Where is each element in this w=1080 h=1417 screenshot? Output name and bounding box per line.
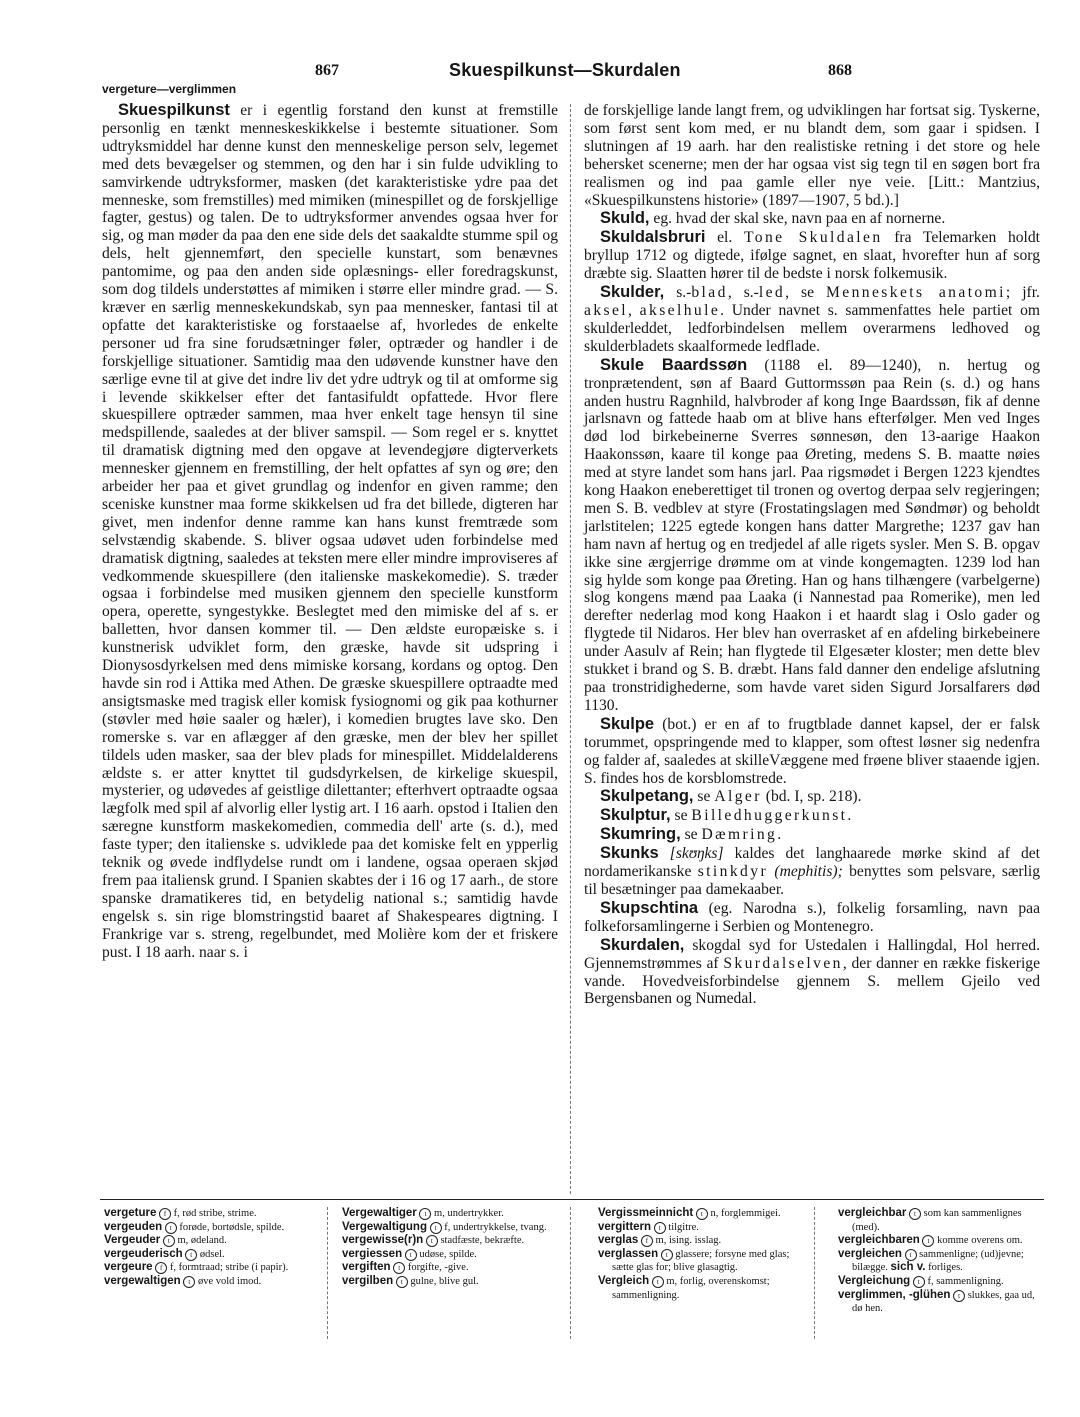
gender-mark-icon: f [159,1208,171,1220]
entry-skupschtina [584,900,1040,936]
glossary-entry [342,1261,560,1275]
glossary-entry [104,1275,316,1289]
glossary-entry [342,1248,560,1262]
pronunciation: [skʊŋks] [669,845,724,863]
glossary-divider [814,1207,815,1339]
entry-text: fra Telemarken holdt bryllup 1712 og digtede, ifølge sagnet, en slaat, hvorefter hun af sorg dræbte sig. Slaatten hører til de bedste i norsk folkemusik. [584,229,1040,283]
glossary-word: vergewisse(r)n [342,1234,424,1247]
glossary-entry [104,1207,316,1221]
gender-mark-icon: t [419,1208,431,1220]
entry-skule-baardssoen [584,357,1040,715]
glossary-definition: m, ising. isslag. [655,1235,722,1247]
glossary-word: vergleichen [838,1247,902,1260]
glossary-word: vergleichbaren [838,1234,920,1247]
entry-text: s.- [676,284,692,302]
gender-mark-icon: t [654,1222,666,1234]
glossary-word: verglimmen, -glühen [838,1288,951,1301]
entry-skuldalsbruri [584,229,1040,283]
page-number-left: 867 [315,62,339,79]
entry-text: skogdal syd for Ustedalen i Hallingdal, Hol herred. Gjennemstrømmes af [584,936,1040,972]
glossary-definition: n, forglemmigei. [710,1208,781,1219]
spaced-reference: stinkdyr [697,863,769,881]
entry-skuespilkunst [102,102,558,962]
glossary-word: Vergissmeinnicht [598,1207,694,1219]
spaced-reference: akselhule [639,301,721,319]
glossary-word: vergilben [342,1274,394,1287]
glossary-definition: stadfæste, bekræfte. [440,1235,525,1247]
glossary-word: vergeuderisch [104,1247,183,1260]
gender-mark-icon: t [909,1208,921,1220]
glossary-word: verglassen [598,1247,659,1260]
entry-text: , [628,301,632,319]
entry-text: (eg. Narodna s.), folkelig forsamling, navn paa folkeforsamlingerne i Serbien og Montenegro. [584,899,1041,935]
entry-text: (1188 el. 89—1240), n. hertug og tronprætendent, søn af Baard Guttormssøn paa Rein (s. d.) og hans anden hustru Ragnhild, halvbroder af kong Inge Baardssøn, fik af denne jarlsnavn og fattede haab om at blive hans efterfølger. Men ved Inges død lod birkebeinerne Sverres sønnesøn, den 13-aarige Haakon Haakonssøn, kaare til konge paa Øreting, medens S. B. maatte nøies med at styre landet som hans jarl. Paa rigsmødet i Bergen 1223 kjendtes kong Haakon eneberettiget til tronen og overtog derpaa selv regjeringen; men S. B. vedblev at styre (Frostatingslagen med Søndmør) og beholdt jarlstitelen; 1225 egtede kongen hans datter Margrethe; 1237 gav han ham navn af hertug og en tredjedel af alle rigets sysler. Men S. B. opgav ikke sine ærgjerrige drømme om at vinde kongemagten. 1239 lod han sig hylde som konge paa Øreting. Han og hans tilhængere (varbelgerne) slog kongens mænd paa Laaka (i Nannestad paa Romerike), men led derefter nederlag mod kong Haakon i et haardt slag i Oslo gader og flygtede til Nidaros. Her blev han overrasket af en afdeling birkebeinere under Aasulv af Rein; han flygtede til Elgesæter kloster; men dette blev stukket i brand og S. B. dræbt. Hans fald danner den endelige afslutning paa tronstridighederne, som havde varet siden Sigurd Jorsalfarers død 1130. [584,356,1041,714]
gender-mark-icon: t [652,1276,664,1288]
page-number-right: 868 [828,62,852,79]
glossary-word: Vergleichung [838,1274,911,1287]
headword: Skumring, [600,825,681,844]
footer-rule [100,1199,1044,1200]
headword: Skulpetang, [600,787,694,806]
glossary-definition: f, undertrykkelse, tvang. [444,1221,547,1233]
glossary-definition: f, formtraad; stribe (i papir). [169,1262,289,1274]
entry-text: eg. hvad der skal ske, navn paa en af nornerne. [653,210,946,228]
glossary-word: Vergleich [598,1274,650,1287]
gender-mark-icon: t [696,1208,708,1220]
glossary-entry [342,1207,560,1221]
glossary-column-2 [342,1207,560,1289]
glossary-definition: forgifte, -give. [407,1262,469,1274]
glossary-column-1 [104,1207,316,1289]
spaced-reference: led [758,284,786,302]
spaced-reference: Menneskets anatomi [825,284,1006,302]
entry-skuld [584,210,1040,228]
right-column [584,102,1040,1008]
gender-mark-icon: t [393,1262,405,1274]
gender-mark-icon: t [165,1222,177,1234]
glossary-definition: forliges. [928,1262,963,1274]
glossary-word: Vergeuder [104,1234,161,1247]
entry-text: se [684,826,698,844]
glossary-entry [598,1207,804,1221]
gender-mark-icon: t [426,1235,438,1247]
entry-text: , der danner en række fiskerige vande. Hovedveisforbindelse gjennem S. mellem Gjeilo ved Bergensbanen og Numedal. [584,954,1040,1008]
glossary-definition: glassere; forsyne med glas; sætte glas for; blive glasagtig. [612,1248,790,1274]
glossary-word: vergiften [342,1261,391,1274]
gender-mark-icon: t [183,1276,195,1288]
entry-skulpetang [584,788,1040,806]
glossary-definition: m, ødeland. [177,1235,227,1247]
left-column [102,102,558,962]
glossary-definition: gulne, blive gul. [410,1275,479,1287]
entry-text: . [777,826,782,844]
glossary-entry [838,1275,1042,1289]
glossary-word: vergeure [104,1261,153,1274]
headword: Skuespilkunst [118,101,230,119]
spaced-reference: Tone Skuldalen [743,229,883,247]
entry-skulptur [584,807,1040,825]
spaced-reference: Dæmring [701,826,778,844]
glossary-word: Vergewaltiger [342,1207,417,1219]
gender-mark-icon: t [396,1276,408,1288]
headword: Skuldalsbruri [600,228,706,247]
glossary-entry [598,1221,804,1235]
entry-text: . [847,807,852,825]
glossary-definition: f, rød stribe, strime. [173,1208,257,1219]
glossary-definition: m, forlig, overenskomst; sammenligning. [612,1275,770,1301]
column-divider [570,104,571,1194]
gender-mark-icon: t [163,1235,175,1247]
glossary-word: vergewaltigen [104,1274,181,1287]
gender-mark-icon: t [405,1249,417,1261]
headword: Skunks [600,844,659,863]
glossary-word: vergittern [598,1220,652,1233]
gender-mark-icon: t [913,1276,925,1288]
glossary-word: vergleichbar [838,1207,907,1219]
glossary-entry [104,1248,316,1262]
gender-mark-icon: t [430,1222,442,1234]
headword: Skurdalen, [600,935,685,954]
spaced-reference: blad [691,284,728,302]
glossary-definition: f, sammenligning. [927,1275,1004,1287]
entry-text: er i egentlig forstand den kunst at fremstille personlig en tænkt menneskeskikkelse i bestemte situationer. Som udtryksmiddel har denne kunst den menneskelige person selv, legemet med dets bevægelser og stemmen, og den har i sin fulde udvikling to samvirkende udtryksformer, masken (det karakteristiske ydre paa det menneske, som fremstilles) med mimiken (minespillet og de forskjellige fagter, gestus) og talen. De to udtryksformer anvendes ogsaa hver for sig, og man møder da paa den ene side dels det saakaldte stumme spil og dels, helt gjennemført, den specielle kunstart, som benævnes pantomime, og paa den anden side oplæsnings- eller foredragskunst, som dog tildels understøttes af mimiken i større eller mindre grad. — S. kræver en særlig menneskekundskab, syn paa mennesker, fantasi til at opfatte det karakteristiske og forstaaelse af, hvorledes de enkelte personer ud fra sine forudsætninger føler, optræder og handler i de forskjellige situationer. Samtidig maa den udøvende kunstner have den særlige evne til at give det indre liv det ydre udtryk og til at omforme sig i levende skikkelser efter det fantasifuldt opfattede. Hvor flere skuespillere optræder sammen, maa hver enkelt tage hensyn til sine medspillende, saaledes at der bliver samspil. — Som regel er s. knyttet til dramatisk digtning med den opgave at levendegjøre digterverkets mennesker gjennem en fremstilling, der helt opfattes af syn og øre; den arbeider her paa et givet grundlag og indenfor en given ramme; den sceniske kunstner maa forme skikkelsen ud fra det billede, digteren har givet, men indenfor denne ramme kan hans kunst fremtræde som selvstændig skabende. S. bliver ogsaa udøvet uden forbindelse med dramatisk digtning, saaledes at teksten mere eller mindre improviseres af vedkommende skuespillere (den italienske maskekomedie). S. træder ogsaa i forbindelse med musiken gjennem den specielle kunstform opera, operette, syngestykke. Beslegtet med den mimiske del af s. er balletten, hvor dansen kommer til. — Den ældste europæiske s. i kunstnerisk udviklet form, den græske, havde sit udspring i Dionysosdyrkelsen med dens mimiske korsang, kordans og optog. Den havde sin rod i Attika med Athen. De græske skuespillere optraadte med ansigtsmaske med tragisk eller komisk fysiognomi og gik paa kothurner (støvler med høie saaler og hæler), i komedien brugtes lave sko. Den romerske s. var en aflægger af den græske, men der blev her spillet tildels uden masker, saa der blev plads for minespillet. Middelalderens ældste s. er atter knyttet til gudsdyrkelsen, de kirkelige skuespil, mysterier, og udøvedes af geistlige dilettanter; efterhvert optraadte ogsaa lægfolk med spil af alvorlig eller lystig art. I 16 aarh. opstod i Italien den særegne kunstform maskekomedien, commedia dell' arte (s. d.), med faste typer; den italienske s. udviklede paa det komiske felt en ypperlig teknik og øvede indflydelse rundt om i landene, ogsaa operaen skjød frem paa italiensk grund. I Spanien skabtes der i 16 og 17 aarh., de store spanske dramatikeres tid, en betydelig national s.; samtidig havde engelsk s. sin rige blomstringstid baaret af Shakespeares digtning. I Frankrige var s. streng, regelbundet, med Molière kom der et friskere pust. I 18 aarh. naar s. i [102,102,558,961]
entry-skurdalen [584,937,1040,1009]
entry-skulpe [584,716,1040,788]
entry-text: se [697,788,711,806]
latin-name: (mephitis); [774,863,843,881]
entry-text: el. [717,229,733,247]
entry-text: , s.- [727,284,759,302]
headword: Skulder, [600,283,665,302]
glossary-entry [838,1289,1042,1316]
entry-text: benyttes som pelsvare, særlig til besætninger paa damekaaber. [584,863,1041,898]
glossary-column-3 [598,1207,804,1302]
glossary-word: vergeture [104,1207,157,1219]
glossary-definition: ødsel. [199,1248,225,1260]
spaced-reference: Skurdalselven [723,954,843,972]
glossary-entry [104,1221,316,1235]
gender-mark-icon: f [155,1262,167,1274]
glossary-definition: udøse, spilde. [419,1248,477,1260]
glossary-definition: komme overens om. [937,1235,1023,1247]
gender-mark-icon: t [953,1290,965,1302]
entry-text: (bd. I, sp. 218). [765,788,862,806]
entry-text: ; jfr. [1005,284,1040,302]
glossary-entry [342,1275,560,1289]
gender-mark-icon: f [641,1235,653,1247]
glossary-definition: forøde, bortødsle, spilde. [179,1221,285,1233]
glossary-definition: øve vold imod. [197,1275,262,1287]
glossary-entry [342,1234,560,1248]
spaced-reference: Billedhuggerkunst [691,807,848,825]
page-title: Skuespilkunst—Skurdalen [449,60,681,80]
entry-skunks [584,845,1040,899]
gender-mark-icon: t [185,1249,197,1261]
entry-text: kaldes det langhaarede mørke skind af det nordamerikanske [584,845,1040,881]
headword: Skule Baardssøn [600,355,748,374]
glossary-definition: sammenligne; (ud)jevne; bilægge. [852,1248,1024,1274]
gender-mark-icon: t [905,1249,917,1261]
headword: Skupschtina [600,898,699,917]
glossary-definition: som kan sammenlignes (med). [852,1208,1022,1233]
entry-skumring [584,826,1040,844]
spaced-reference: Alger [714,788,762,806]
entry-text: se [674,807,688,825]
glossary-column-4 [838,1207,1042,1316]
glossary-entry [598,1248,804,1275]
headword: Skuld, [600,209,650,228]
spaced-reference: aksel [584,301,629,319]
gender-mark-icon: t [661,1249,673,1261]
glossary-entry [598,1234,804,1248]
continuation-text: de forskjellige lande langt frem, og udviklingen har fortsat sig. Tyskerne, som først sent kom med, er nu blandt dem, som gaar i spidsen. I slutningen af 19 aarh. har den realistiske retning i det store og hele behersket scenerne; men der har ogsaa vist sig tegn til en søgen bort fra realismen og ind paa gamle eller nye veie. [Litt.: Mantzius, «Skuespilkunstens historie» (1897—1907, 5 bd.).] [584,102,1040,209]
glossary-entry [598,1275,804,1302]
headword: Skulpe [600,714,655,733]
glossary-entry [838,1248,1042,1275]
glossary-divider [570,1207,571,1339]
glossary-entry [104,1234,316,1248]
glossary-word: verglas [598,1234,639,1247]
glossary-entry [838,1234,1042,1248]
glossary-definition: slukkes, gaa ud, dø hen. [852,1289,1035,1315]
glossary-entry [104,1261,316,1275]
entry-skulder [584,284,1040,356]
entry-text: (bot.) er en af to frugtblade dannet kapsel, der er falsk torummet, opspringende med to klapper, som oftest løsner sig nedenfra og falder af, saaledes at skilleVæggene med frøene bliver staaende igjen. S. findes hos de korsblomstrede. [584,715,1040,787]
glossary-word: sich v. [890,1261,926,1274]
gender-mark-icon: t [922,1235,934,1247]
glossary-divider [327,1207,328,1339]
glossary-word: vergeuden [104,1220,163,1233]
glossary-definition: tilgitre. [668,1221,699,1233]
entry-text: . Under navnet s. sammenfattes hele partiet om skulderleddet, ledforbindelsen mellem overarmens ledhoved og skulderbladets skaalformede ledflade. [584,301,1040,355]
guide-words: vergeture—verglimmen [102,82,237,96]
glossary-definition: m, undertrykker. [434,1208,504,1219]
glossary-entry [342,1221,560,1235]
headword: Skulptur, [600,806,671,825]
glossary-word: vergiessen [342,1247,403,1260]
entry-text: , se [785,284,814,302]
glossary-entry [838,1207,1042,1234]
glossary-word: Vergewaltigung [342,1220,427,1233]
